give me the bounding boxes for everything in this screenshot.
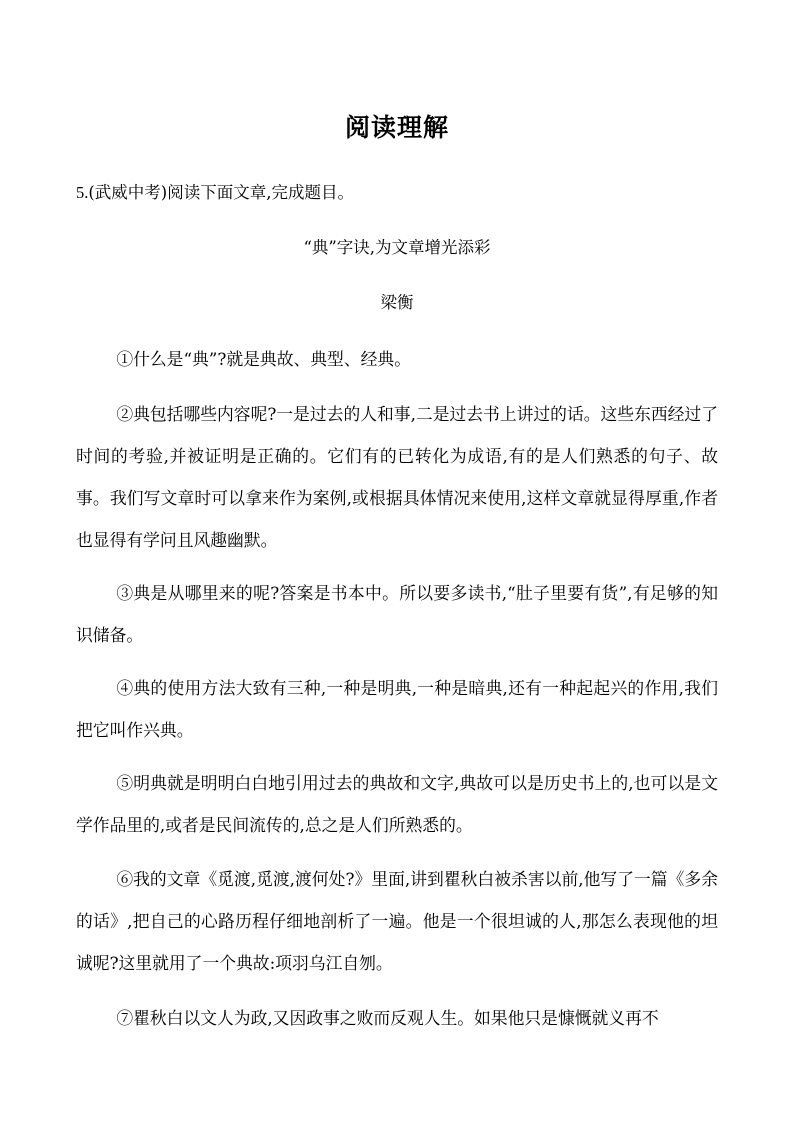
question-number: 5. <box>76 183 89 202</box>
article-title: “典”字诀,为文章增光添彩 <box>303 238 491 257</box>
paragraph-2: ②典包括哪些内容呢?一是过去的人和事,二是过去书上讲过的话。这些东西经过了时间的考验,并被证明是正确的。它们有的已转化为成语,有的是人们熟悉的句子、故事。我们写文章时可以拿来作为案例,或根据具体情况来使用,这样文章就显得厚重,作者也显得有学问且风趣幽默。 <box>76 404 718 550</box>
page-title: 阅读理解 <box>344 113 449 142</box>
paragraph-6: ⑥我的文章《觅渡,觅渡,渡何处?》里面,讲到瞿秋白被杀害以前,他写了一篇《多余的话》,把自己的心路历程仔细地剖析了一遍。他是一个很坦诚的人,那怎么表现他的坦诚呢?这里就用了一个典故:项羽乌江自刎。 <box>76 869 718 973</box>
paragraph-3: ③典是从哪里来的呢?答案是书本中。所以要多读书,“肚子里要有货”,有足够的知识储备。 <box>76 583 718 645</box>
paragraph-7: ⑦瞿秋白以文人为政,又因政事之败而反观人生。如果他只是慷慨就义再不 <box>116 1008 659 1028</box>
paragraph-4: ④典的使用方法大致有三种,一种是明典,一种是暗典,还有一种起起兴的作用,我们把它叫作兴典。 <box>76 678 718 740</box>
paragraph-1: ①什么是“典”?就是典故、典型、经典。 <box>116 349 411 369</box>
question-text: (武威中考)阅读下面文章,完成题目。 <box>88 183 354 202</box>
article-author: 梁衡 <box>380 293 414 312</box>
paragraph-5: ⑤明典就是明明白白地引用过去的典故和文字,典故可以是历史书上的,也可以是文学作品里的,或者是民间流传的,总之是人们所熟悉的。 <box>76 773 718 835</box>
question-prompt <box>76 178 354 208</box>
